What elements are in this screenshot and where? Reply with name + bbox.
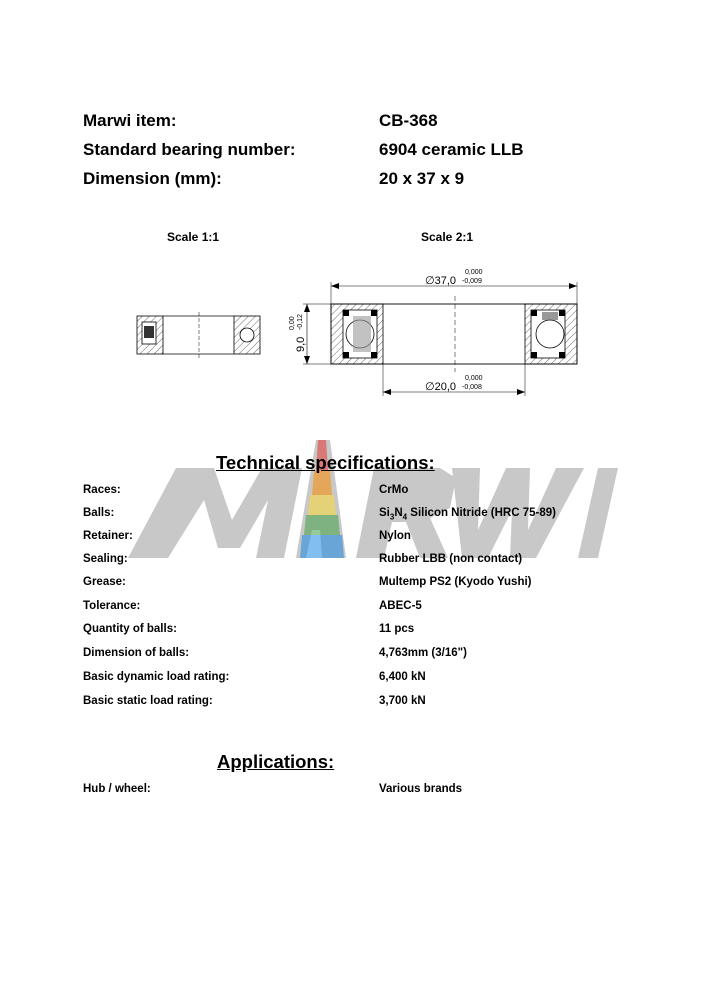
inner-diameter-dim: ∅20,0: [425, 381, 456, 393]
spec-label-tolerance: Tolerance:: [83, 600, 141, 612]
spec-label-quantity-balls: Quantity of balls:: [83, 623, 177, 635]
header-value-dimension: 20 x 37 x 9: [379, 169, 465, 188]
outer-diameter-tol-upper: 0,000: [465, 269, 483, 276]
spec-label-sealing: Sealing:: [83, 553, 128, 565]
spec-value-static-load: 3,700 kN: [379, 695, 426, 707]
width-tol-lower: -0,12: [297, 314, 304, 330]
inner-diameter-tol-lower: -0,008: [462, 384, 482, 391]
application-label-hub-wheel: Hub / wheel:: [83, 783, 151, 795]
spec-value-tolerance: ABEC-5: [379, 600, 422, 612]
scale-1-1-label: Scale 1:1: [167, 230, 220, 244]
header-label-dimension: Dimension (mm):: [83, 169, 222, 188]
spec-value-grease: Multemp PS2 (Kyodo Yushi): [379, 576, 532, 588]
header-value-bearing-number: 6904 ceramic LLB: [379, 140, 524, 159]
spec-value-retainer: Nylon: [379, 530, 411, 542]
inner-diameter-tol-upper: 0,000: [465, 375, 483, 382]
width-tol-upper: 0,00: [289, 316, 296, 330]
width-dim: 9,0: [295, 336, 307, 352]
header-label-bearing-number: Standard bearing number:: [83, 140, 296, 159]
spec-value-dimension-balls: 4,763mm (3/16"): [379, 647, 467, 659]
spec-value-sealing: Rubber LBB (non contact): [379, 553, 523, 565]
outer-diameter-dim: ∅37,0: [425, 275, 456, 287]
bearing-drawing-large: [285, 262, 590, 402]
spec-value-races: CrMo: [379, 484, 409, 496]
scale-2-1-label: Scale 2:1: [421, 230, 474, 244]
header-label-item: Marwi item:: [83, 111, 177, 130]
spec-value-dynamic-load: 6,400 kN: [379, 671, 426, 683]
applications-title: Applications:: [217, 751, 335, 772]
spec-label-races: Races:: [83, 484, 121, 496]
spec-label-static-load: Basic static load rating:: [83, 695, 213, 707]
spec-value-quantity-balls: 11 pcs: [379, 623, 415, 635]
bearing-drawing-small: [132, 312, 267, 358]
technical-specs-title: Technical specifications:: [216, 452, 435, 473]
spec-value-balls: $Si_3N_4$ Silicon Nitride (HRC 75-89): [379, 507, 556, 522]
spec-label-grease: Grease:: [83, 576, 126, 588]
application-value-hub-wheel: Various brands: [379, 783, 463, 795]
outer-diameter-tol-lower: -0,009: [462, 278, 482, 285]
spec-label-dimension-balls: Dimension of balls:: [83, 647, 190, 659]
spec-label-retainer: Retainer:: [83, 530, 133, 542]
spec-label-dynamic-load: Basic dynamic load rating:: [83, 671, 230, 683]
spec-label-balls: Balls:: [83, 507, 115, 519]
header-value-item: CB-368: [379, 111, 438, 130]
